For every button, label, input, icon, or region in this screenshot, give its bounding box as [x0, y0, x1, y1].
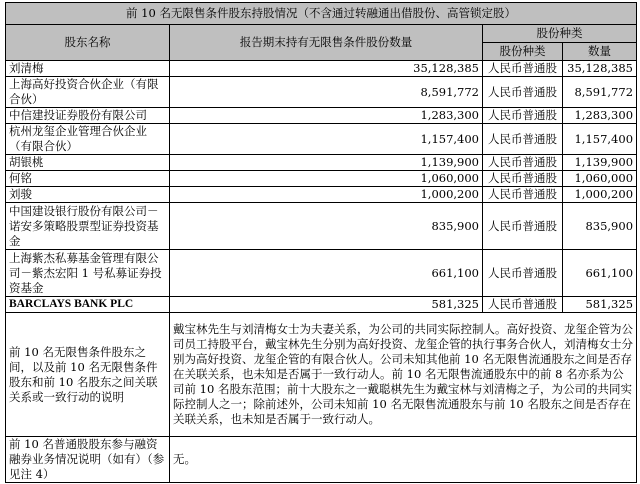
- table-title: 前 10 名无限售条件股东持股情况（不含通过转融通出借股份、高管锁定股）: [6, 3, 637, 25]
- shareholder-name: 上海高好投资合伙企业（有限合伙）: [6, 77, 170, 108]
- share-type: 人民币普通股: [483, 203, 563, 250]
- margin-financing-label: 前 10 名普通股股东参与融资融券业务情况说明（如有）（参见注 4）: [6, 437, 170, 483]
- share-count: 581,325: [563, 297, 637, 313]
- relation-row: [6, 313, 637, 437]
- share-type: 人民币普通股: [483, 297, 563, 313]
- table-row: [6, 187, 637, 203]
- share-count: 661,100: [563, 250, 637, 297]
- header-share-count: 数量: [563, 43, 637, 61]
- table-row: [6, 250, 637, 297]
- shareholders-table: [5, 2, 637, 483]
- share-type: 人民币普通股: [483, 171, 563, 187]
- share-count: 835,900: [563, 203, 637, 250]
- table-row: [6, 171, 637, 187]
- share-count: 1,139,900: [563, 155, 637, 171]
- shareholder-name: 刘骏: [6, 187, 170, 203]
- share-count: 8,591,772: [563, 77, 637, 108]
- unrestricted-quantity: 35,128,385: [170, 61, 483, 77]
- share-type: 人民币普通股: [483, 187, 563, 203]
- unrestricted-quantity: 1,139,900: [170, 155, 483, 171]
- shareholder-name: 中国建设银行股份有限公司－诺安多策略股票型证券投资基金: [6, 203, 170, 250]
- shareholder-name: 中信建投证券股份有限公司: [6, 108, 170, 124]
- margin-financing-row: [6, 437, 637, 483]
- margin-financing-text: 无。: [170, 437, 637, 483]
- header-shareholder-name: 股东名称: [6, 25, 170, 61]
- table-row: [6, 203, 637, 250]
- share-type: 人民币普通股: [483, 77, 563, 108]
- shareholder-name: 杭州龙玺企业管理合伙企业（有限合伙）: [6, 124, 170, 155]
- unrestricted-quantity: 1,000,200: [170, 187, 483, 203]
- shareholder-name: 何铭: [6, 171, 170, 187]
- share-type: 人民币普通股: [483, 108, 563, 124]
- relation-label: 前 10 名无限售条件股东之间，以及前 10 名无限售条件股东和前 10 名股东之间关联关系或一致行动的说明: [6, 313, 170, 437]
- relation-text: 戴宝林先生与刘清梅女士为夫妻关系，为公司的共同实际控制人。高好投资、龙玺企管为公司员工持股平台，戴宝林先生分别为高好投资、龙玺企管的执行事务合伙人，刘清梅女士分别为高好投资、龙玺企管的有限合伙人。公司未知其他前 10 名无限售流通股东之间是否存在关联关系，也未知是否属于一致行动人。前 10 名无限售流通股东中的前 8 名亦系为公司前 10 名股东范围；前十大股东之一戴聪棋先生为戴宝林与刘清梅之子，为公司的共同实际控制人之一；除前述外，公司未知前 10 名无限售流通股东与前 10 名股东之间是否存在关联关系，也未知是否属于一致行动人。: [170, 313, 637, 437]
- shareholder-name: 刘清梅: [6, 61, 170, 77]
- table-row: [6, 297, 637, 313]
- table-row: [6, 108, 637, 124]
- unrestricted-quantity: 581,325: [170, 297, 483, 313]
- share-type: 人民币普通股: [483, 124, 563, 155]
- unrestricted-quantity: 1,157,400: [170, 124, 483, 155]
- share-count: 1,060,000: [563, 171, 637, 187]
- share-count: 1,000,200: [563, 187, 637, 203]
- shareholder-name: 上海紫杰私募基金管理有限公司－紫杰宏阳 1 号私募证券投资基金: [6, 250, 170, 297]
- share-type: 人民币普通股: [483, 61, 563, 77]
- shareholder-name: BARCLAYS BANK PLC: [6, 297, 170, 313]
- unrestricted-quantity: 661,100: [170, 250, 483, 297]
- header-share-type: 股份种类: [483, 43, 563, 61]
- unrestricted-quantity: 835,900: [170, 203, 483, 250]
- table-row: [6, 61, 637, 77]
- share-count: 1,157,400: [563, 124, 637, 155]
- table-row: [6, 77, 637, 108]
- share-type: 人民币普通股: [483, 250, 563, 297]
- table-row: [6, 124, 637, 155]
- header-share-type-group: 股份种类: [483, 25, 637, 43]
- share-count: 35,128,385: [563, 61, 637, 77]
- header-unrestricted-quantity: 报告期末持有无限售条件股份数量: [170, 25, 483, 61]
- share-type: 人民币普通股: [483, 155, 563, 171]
- unrestricted-quantity: 8,591,772: [170, 77, 483, 108]
- table-row: [6, 155, 637, 171]
- unrestricted-quantity: 1,283,300: [170, 108, 483, 124]
- unrestricted-quantity: 1,060,000: [170, 171, 483, 187]
- shareholder-name: 胡银桃: [6, 155, 170, 171]
- share-count: 1,283,300: [563, 108, 637, 124]
